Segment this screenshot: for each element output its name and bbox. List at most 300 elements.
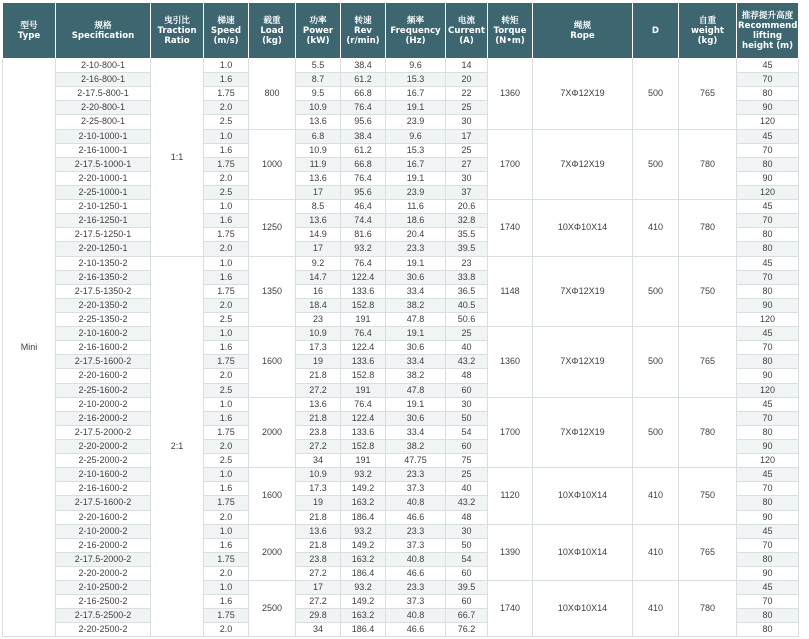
d-cell: 500 (633, 397, 679, 468)
frequency-cell: 11.6 (386, 200, 446, 214)
recommended-height-cell: 45 (737, 397, 799, 411)
power-cell: 11.9 (296, 157, 341, 171)
speed-cell: 1.0 (204, 327, 249, 341)
table-row (3, 468, 799, 482)
frequency-cell: 23.3 (386, 524, 446, 538)
rope-cell: 10XΦ10X14 (533, 468, 633, 524)
current-cell: 60 (446, 595, 488, 609)
frequency-cell: 15.3 (386, 143, 446, 157)
speed-cell: 1.6 (204, 595, 249, 609)
recommended-height-cell: 90 (737, 101, 799, 115)
frequency-cell: 23.3 (386, 468, 446, 482)
spec-cell: 2-17.5-1250-1 (56, 228, 151, 242)
rev-cell: 191 (341, 383, 386, 397)
torque-cell: 1700 (488, 129, 533, 200)
speed-cell: 1.75 (204, 284, 249, 298)
rope-cell: 7XΦ12X19 (533, 256, 633, 327)
rev-cell: 163.2 (341, 609, 386, 623)
recommended-height-cell: 45 (737, 581, 799, 595)
current-cell: 23 (446, 256, 488, 270)
load-cell: 1600 (249, 327, 296, 398)
power-cell: 10.9 (296, 101, 341, 115)
recommended-height-cell: 90 (737, 171, 799, 185)
power-cell: 27.2 (296, 566, 341, 580)
header-current: 电流 Current (A) (446, 3, 488, 59)
rev-cell: 152.8 (341, 369, 386, 383)
d-cell: 410 (633, 581, 679, 637)
torque-cell: 1148 (488, 256, 533, 327)
spec-cell: 2-10-2000-2 (56, 524, 151, 538)
current-cell: 60 (446, 383, 488, 397)
rev-cell: 149.2 (341, 538, 386, 552)
spec-cell: 2-25-1350-2 (56, 312, 151, 326)
frequency-cell: 47.8 (386, 383, 446, 397)
recommended-height-cell: 120 (737, 454, 799, 468)
frequency-cell: 23.3 (386, 242, 446, 256)
speed-cell: 2.5 (204, 383, 249, 397)
d-cell: 410 (633, 200, 679, 256)
recommended-height-cell: 80 (737, 425, 799, 439)
spec-cell: 2-10-2500-2 (56, 581, 151, 595)
power-cell: 10.9 (296, 143, 341, 157)
d-cell: 500 (633, 129, 679, 200)
recommended-height-cell: 120 (737, 115, 799, 129)
d-cell: 500 (633, 59, 679, 130)
frequency-cell: 19.1 (386, 397, 446, 411)
rope-cell: 7XΦ12X19 (533, 59, 633, 130)
d-cell: 500 (633, 327, 679, 398)
power-cell: 19 (296, 496, 341, 510)
speed-cell: 1.6 (204, 214, 249, 228)
power-cell: 13.6 (296, 397, 341, 411)
frequency-cell: 46.6 (386, 510, 446, 524)
recommended-height-cell: 80 (737, 242, 799, 256)
power-cell: 19 (296, 355, 341, 369)
spec-cell: 2-20-800-1 (56, 101, 151, 115)
frequency-cell: 9.6 (386, 59, 446, 73)
frequency-cell: 38.2 (386, 298, 446, 312)
frequency-cell: 33.4 (386, 284, 446, 298)
speed-cell: 2.0 (204, 369, 249, 383)
weight-cell: 780 (679, 200, 737, 256)
spec-cell: 2-25-800-1 (56, 115, 151, 129)
recommended-height-cell: 80 (737, 552, 799, 566)
current-cell: 20 (446, 73, 488, 87)
torque-cell: 1740 (488, 200, 533, 256)
spec-cell: 2-16-1600-2 (56, 482, 151, 496)
frequency-cell: 40.8 (386, 609, 446, 623)
current-cell: 39.5 (446, 242, 488, 256)
recommended-height-cell: 45 (737, 200, 799, 214)
frequency-cell: 19.1 (386, 171, 446, 185)
rev-cell: 186.4 (341, 623, 386, 637)
rev-cell: 149.2 (341, 595, 386, 609)
rope-cell: 10XΦ10X14 (533, 200, 633, 256)
current-cell: 40.5 (446, 298, 488, 312)
weight-cell: 780 (679, 581, 737, 637)
table-row (3, 59, 799, 73)
spec-cell: 2-16-2000-2 (56, 411, 151, 425)
rev-cell: 95.6 (341, 115, 386, 129)
speed-cell: 1.6 (204, 482, 249, 496)
recommended-height-cell: 70 (737, 411, 799, 425)
rev-cell: 149.2 (341, 482, 386, 496)
load-cell: 2000 (249, 524, 296, 580)
rev-cell: 133.6 (341, 355, 386, 369)
current-cell: 60 (446, 439, 488, 453)
recommended-height-cell: 120 (737, 312, 799, 326)
load-cell: 2000 (249, 397, 296, 468)
d-cell: 500 (633, 256, 679, 327)
frequency-cell: 46.6 (386, 623, 446, 637)
power-cell: 23.8 (296, 425, 341, 439)
speed-cell: 2.0 (204, 510, 249, 524)
spec-cell: 2-10-1350-2 (56, 256, 151, 270)
frequency-cell: 38.2 (386, 369, 446, 383)
spec-cell: 2-20-1600-2 (56, 510, 151, 524)
rev-cell: 133.6 (341, 425, 386, 439)
speed-cell: 1.6 (204, 538, 249, 552)
torque-cell: 1120 (488, 468, 533, 524)
table-row (3, 397, 799, 411)
traction-ratio-cell: 1:1 (151, 59, 204, 257)
frequency-cell: 37.3 (386, 538, 446, 552)
spec-table (2, 2, 809, 637)
traction-ratio-cell: 2:1 (151, 256, 204, 637)
recommended-height-cell: 70 (737, 73, 799, 87)
header-rope: 绳规 Rope (533, 3, 633, 59)
rev-cell: 93.2 (341, 524, 386, 538)
speed-cell: 1.0 (204, 524, 249, 538)
frequency-cell: 47.75 (386, 454, 446, 468)
recommended-height-cell: 80 (737, 284, 799, 298)
current-cell: 48 (446, 369, 488, 383)
recommended-height-cell: 70 (737, 595, 799, 609)
speed-cell: 1.6 (204, 143, 249, 157)
weight-cell: 765 (679, 327, 737, 398)
weight-cell: 780 (679, 397, 737, 468)
table-row (3, 200, 799, 214)
power-cell: 13.6 (296, 115, 341, 129)
current-cell: 25 (446, 101, 488, 115)
load-cell: 1000 (249, 129, 296, 200)
spec-cell: 2-16-1350-2 (56, 270, 151, 284)
current-cell: 20.6 (446, 200, 488, 214)
current-cell: 25 (446, 143, 488, 157)
power-cell: 14.9 (296, 228, 341, 242)
frequency-cell: 16.7 (386, 87, 446, 101)
spec-cell: 2-20-1350-2 (56, 298, 151, 312)
frequency-cell: 47.8 (386, 312, 446, 326)
frequency-cell: 19.1 (386, 101, 446, 115)
d-cell: 410 (633, 524, 679, 580)
speed-cell: 2.0 (204, 171, 249, 185)
header-frequency: 频率 Frequency (Hz) (386, 3, 446, 59)
power-cell: 10.9 (296, 327, 341, 341)
current-cell: 48 (446, 510, 488, 524)
recommended-height-cell: 90 (737, 510, 799, 524)
recommended-height-cell: 80 (737, 496, 799, 510)
recommended-height-cell: 90 (737, 369, 799, 383)
rev-cell: 133.6 (341, 284, 386, 298)
torque-cell: 1700 (488, 397, 533, 468)
load-cell: 800 (249, 59, 296, 130)
speed-cell: 2.0 (204, 298, 249, 312)
current-cell: 22 (446, 87, 488, 101)
power-cell: 18.4 (296, 298, 341, 312)
rev-cell: 186.4 (341, 510, 386, 524)
current-cell: 76.2 (446, 623, 488, 637)
recommended-height-cell: 45 (737, 327, 799, 341)
frequency-cell: 30.6 (386, 341, 446, 355)
rev-cell: 152.8 (341, 439, 386, 453)
rope-cell: 7XΦ12X19 (533, 397, 633, 468)
power-cell: 16 (296, 284, 341, 298)
weight-cell: 765 (679, 59, 737, 130)
frequency-cell: 38.2 (386, 439, 446, 453)
spec-cell: 2-17.5-1350-2 (56, 284, 151, 298)
speed-cell: 1.75 (204, 552, 249, 566)
power-cell: 34 (296, 623, 341, 637)
rev-cell: 61.2 (341, 143, 386, 157)
speed-cell: 1.0 (204, 256, 249, 270)
header-weight: 自重 weight (kg) (679, 3, 737, 59)
speed-cell: 1.0 (204, 468, 249, 482)
torque-cell: 1740 (488, 581, 533, 637)
frequency-cell: 18.6 (386, 214, 446, 228)
current-cell: 54 (446, 425, 488, 439)
spec-cell: 2-16-2500-2 (56, 595, 151, 609)
power-cell: 8.5 (296, 200, 341, 214)
rev-cell: 186.4 (341, 566, 386, 580)
power-cell: 17 (296, 242, 341, 256)
power-cell: 23 (296, 312, 341, 326)
frequency-cell: 9.6 (386, 129, 446, 143)
spec-cell: 2-10-1600-2 (56, 468, 151, 482)
recommended-height-cell: 80 (737, 355, 799, 369)
current-cell: 30 (446, 524, 488, 538)
speed-cell: 2.5 (204, 312, 249, 326)
rope-cell: 10XΦ10X14 (533, 524, 633, 580)
current-cell: 66.7 (446, 609, 488, 623)
current-cell: 35.5 (446, 228, 488, 242)
frequency-cell: 30.6 (386, 411, 446, 425)
frequency-cell: 33.4 (386, 355, 446, 369)
current-cell: 75 (446, 454, 488, 468)
recommended-height-cell: 70 (737, 270, 799, 284)
recommended-height-cell: 90 (737, 566, 799, 580)
speed-cell: 1.6 (204, 341, 249, 355)
current-cell: 27 (446, 157, 488, 171)
rev-cell: 93.2 (341, 242, 386, 256)
weight-cell: 750 (679, 256, 737, 327)
torque-cell: 1360 (488, 59, 533, 130)
spec-cell: 2-16-1000-1 (56, 143, 151, 157)
speed-cell: 1.0 (204, 200, 249, 214)
rev-cell: 163.2 (341, 552, 386, 566)
rev-cell: 81.6 (341, 228, 386, 242)
current-cell: 40 (446, 341, 488, 355)
power-cell: 21.8 (296, 510, 341, 524)
power-cell: 13.6 (296, 214, 341, 228)
rope-cell: 10XΦ10X14 (533, 581, 633, 637)
recommended-height-cell: 70 (737, 538, 799, 552)
current-cell: 30 (446, 171, 488, 185)
speed-cell: 1.75 (204, 228, 249, 242)
spec-cell: 2-10-1000-1 (56, 129, 151, 143)
power-cell: 9.2 (296, 256, 341, 270)
power-cell: 17 (296, 185, 341, 199)
header-power: 功率 Power (kW) (296, 3, 341, 59)
speed-cell: 1.75 (204, 425, 249, 439)
frequency-cell: 23.3 (386, 581, 446, 595)
recommended-height-cell: 80 (737, 609, 799, 623)
rev-cell: 163.2 (341, 496, 386, 510)
power-cell: 5.5 (296, 59, 341, 73)
recommended-height-cell: 70 (737, 214, 799, 228)
power-cell: 17.3 (296, 482, 341, 496)
frequency-cell: 33.4 (386, 425, 446, 439)
rev-cell: 76.4 (341, 327, 386, 341)
speed-cell: 2.5 (204, 115, 249, 129)
rev-cell: 152.8 (341, 298, 386, 312)
current-cell: 50 (446, 411, 488, 425)
rev-cell: 76.4 (341, 101, 386, 115)
rev-cell: 93.2 (341, 468, 386, 482)
rev-cell: 61.2 (341, 73, 386, 87)
spec-cell: 2-17.5-1000-1 (56, 157, 151, 171)
frequency-cell: 46.6 (386, 566, 446, 580)
recommended-height-cell: 90 (737, 298, 799, 312)
speed-cell: 1.0 (204, 59, 249, 73)
speed-cell: 2.0 (204, 566, 249, 580)
rev-cell: 122.4 (341, 341, 386, 355)
rev-cell: 93.2 (341, 581, 386, 595)
table-row (3, 327, 799, 341)
speed-cell: 1.75 (204, 609, 249, 623)
speed-cell: 1.0 (204, 397, 249, 411)
load-cell: 1350 (249, 256, 296, 327)
frequency-cell: 19.1 (386, 256, 446, 270)
header-recommended-height: 推荐提升高度 Recommended lifting height (m) (737, 3, 799, 59)
spec-cell: 2-17.5-800-1 (56, 87, 151, 101)
frequency-cell: 20.4 (386, 228, 446, 242)
spec-cell: 2-10-1600-2 (56, 327, 151, 341)
recommended-height-cell: 70 (737, 482, 799, 496)
torque-cell: 1390 (488, 524, 533, 580)
weight-cell: 780 (679, 129, 737, 200)
recommended-height-cell: 90 (737, 439, 799, 453)
frequency-cell: 40.8 (386, 496, 446, 510)
spec-cell: 2-10-800-1 (56, 59, 151, 73)
current-cell: 30 (446, 397, 488, 411)
recommended-height-cell: 45 (737, 129, 799, 143)
header-rev: 转速 Rev (r/min) (341, 3, 386, 59)
frequency-cell: 23.9 (386, 115, 446, 129)
speed-cell: 2.0 (204, 101, 249, 115)
power-cell: 27.2 (296, 595, 341, 609)
speed-cell: 1.6 (204, 411, 249, 425)
frequency-cell: 40.8 (386, 552, 446, 566)
current-cell: 37 (446, 185, 488, 199)
recommended-height-cell: 70 (737, 143, 799, 157)
power-cell: 13.6 (296, 171, 341, 185)
current-cell: 43.2 (446, 496, 488, 510)
spec-cell: 2-25-2000-2 (56, 454, 151, 468)
speed-cell: 1.0 (204, 129, 249, 143)
header-speed: 梯速 Speed (m/s) (204, 3, 249, 59)
current-cell: 36.5 (446, 284, 488, 298)
power-cell: 17 (296, 581, 341, 595)
spec-cell: 2-16-2000-2 (56, 538, 151, 552)
speed-cell: 1.6 (204, 270, 249, 284)
spec-cell: 2-25-1600-2 (56, 383, 151, 397)
load-cell: 2500 (249, 581, 296, 637)
current-cell: 54 (446, 552, 488, 566)
current-cell: 25 (446, 327, 488, 341)
speed-cell: 1.75 (204, 157, 249, 171)
spec-cell: 2-17.5-1600-2 (56, 496, 151, 510)
current-cell: 43.2 (446, 355, 488, 369)
rev-cell: 74.4 (341, 214, 386, 228)
table-body (3, 59, 799, 637)
power-cell: 6.8 (296, 129, 341, 143)
current-cell: 30 (446, 115, 488, 129)
spec-cell: 2-10-1250-1 (56, 200, 151, 214)
spec-cell: 2-25-1000-1 (56, 185, 151, 199)
frequency-cell: 16.7 (386, 157, 446, 171)
recommended-height-cell: 120 (737, 185, 799, 199)
rev-cell: 66.8 (341, 157, 386, 171)
rope-cell: 7XΦ12X19 (533, 129, 633, 200)
spec-cell: 2-17.5-2500-2 (56, 609, 151, 623)
header-specification: 规格 Specification (56, 3, 151, 59)
power-cell: 34 (296, 454, 341, 468)
spec-cell: 2-20-1600-2 (56, 369, 151, 383)
spec-cell: 2-16-1600-2 (56, 341, 151, 355)
rev-cell: 191 (341, 312, 386, 326)
spec-cell: 2-16-800-1 (56, 73, 151, 87)
rev-cell: 122.4 (341, 411, 386, 425)
current-cell: 17 (446, 129, 488, 143)
header-row (3, 3, 799, 59)
spec-cell: 2-17.5-2000-2 (56, 552, 151, 566)
power-cell: 13.6 (296, 524, 341, 538)
spec-cell: 2-16-1250-1 (56, 214, 151, 228)
power-cell: 27.2 (296, 439, 341, 453)
current-cell: 50.6 (446, 312, 488, 326)
spec-cell: 2-20-2500-2 (56, 623, 151, 637)
speed-cell: 1.75 (204, 496, 249, 510)
rev-cell: 76.4 (341, 397, 386, 411)
power-cell: 27.2 (296, 383, 341, 397)
rev-cell: 191 (341, 454, 386, 468)
rev-cell: 95.6 (341, 185, 386, 199)
power-cell: 21.8 (296, 538, 341, 552)
spec-cell: 2-20-1000-1 (56, 171, 151, 185)
power-cell: 9.5 (296, 87, 341, 101)
recommended-height-cell: 45 (737, 256, 799, 270)
current-cell: 50 (446, 538, 488, 552)
speed-cell: 1.6 (204, 73, 249, 87)
recommended-height-cell: 45 (737, 468, 799, 482)
power-cell: 29.8 (296, 609, 341, 623)
recommended-height-cell: 80 (737, 87, 799, 101)
header-d: D (633, 3, 679, 59)
frequency-cell: 23.9 (386, 185, 446, 199)
recommended-height-cell: 80 (737, 157, 799, 171)
header-torque: 转矩 Torque (N•m) (488, 3, 533, 59)
